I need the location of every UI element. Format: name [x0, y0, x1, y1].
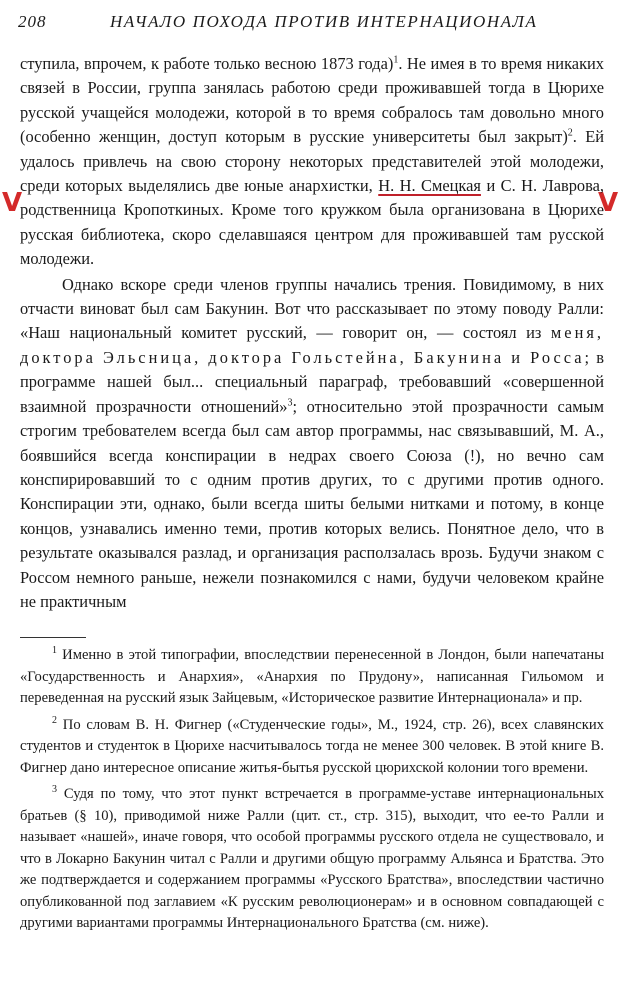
paragraph-2: [20, 273, 604, 615]
footnote-1: [20, 645, 604, 710]
running-title: НАЧАЛО ПОХОДА ПРОТИВ ИНТЕРНАЦИОНАЛА: [110, 12, 538, 31]
text-run: . Не имея в то время никаких связей в России, группа занялась работою среди проживавшей тогда в Цюрихе русской учащейся молодежи, которой в то время собралось там довольно много (особенно женщин, доступ которым в русские университеты был закрыт): [20, 54, 604, 147]
spaced-text: меня, доктора Эльсница, доктора Гольстейна, Бакунина и Росса;: [20, 323, 604, 367]
text-run: в программе нашей был... специальный параграф, требовавший «совершенной взаимной прозрачности отношений»: [20, 347, 604, 416]
footnote-text: По словам В. Н. Фигнер («Студенческие годы», М., 1924, стр. 26), всех славянских студентов и студенток в Цюрихе насчитывалось тогда не менее 300 человек. В этой книге В. Фигнер дано интересное описание житья-бытья русской цюрихской колонии того времени.: [20, 716, 604, 776]
footnote-2: [20, 715, 604, 780]
footnote-number: 3: [52, 784, 57, 796]
footnote-ref: 3: [287, 397, 293, 409]
footnote-3: [20, 784, 604, 935]
footnote-text: Именно в этой типографии, впоследствии перенесенной в Лондон, были напечатаны «Государственность и Анархия», «Анархия по Прудону», написанная Гильомом и переведенная на русский язык Зайцевым, «Историческое развитие Интернационала» и пр.: [20, 647, 604, 706]
right-margin-checkmark: V: [598, 188, 619, 218]
text-run: и С. Н. Лаврова, родственница Кропоткиных. Кроме того кружком была организована в Цюрихе русская библиотека, скоро сделавшаяся центром для проживавшей там русской молодежи.: [20, 176, 605, 269]
text-run: . Ей удалось привлечь на свою сторону некоторых представителей этой молодежи, среди которых выделялись две юные анархистки,: [20, 127, 604, 196]
page-number: 208: [18, 12, 47, 31]
footnote-number: 2: [52, 714, 57, 726]
text-run: Однако вскоре среди членов группы начались трения. Повидимому, в них отчасти виноват был сам Бакунин. Вот что рассказывает по этому поводу Ралли: «Наш национальный комитет русский, — говорит он, — состоял из: [20, 274, 604, 343]
paragraph-1: [20, 52, 604, 272]
left-margin-checkmark: V: [2, 188, 23, 218]
footnote-number: 1: [52, 645, 57, 657]
footnotes: [20, 645, 604, 940]
footnote-text: Судя по тому, что этот пункт встречается в программе-уставе интернациональных братьев (§ 10), приводимой ниже Ралли (цит. ст., стр. 315), выходит, что ее-то Ралли и называет «нашей», иначе говоря, что особой программы русского отдела не существовало, и что в Локарно Бакунин читал с Ралли и другими общую программу Альянса и Братства. Это же подтверждается и содержанием программы «Русского Братства», впоследствии частично опубликованной под заглавием «К русским революционерам» и в основном совпадающей с другими вариантами программы Интернационального Братства (см. ниже).: [20, 786, 604, 931]
underlined-name: Н. Н. Смецкая: [378, 176, 481, 196]
footnote-ref: 2: [567, 127, 573, 139]
footnote-rule: [20, 637, 86, 638]
page-header: [18, 12, 606, 38]
main-text: [20, 52, 604, 614]
text-run: ; относительно этой прозрачности самым строгим требователем всегда был сам автор программы, нас связывавший, М. А., боявшийся всегда конспирации в недрах своего Союза (!), но вечно сам конспирировавший то с одним против других, то с другими против одного. Конспирации эти, однако, были всегда шиты белыми нитками и потому, в конце концов, узнавались именно теми, против которых велись. Понятное дело, что в результате оказывался разлад, и организация расползалась врозь. Будучи знаком с Россом немного раньше, нежели познакомился с нами, будучи человеком крайне не практичным: [20, 396, 604, 611]
text-run: ступила, впрочем, к работе только весною 1873 года): [20, 54, 394, 73]
footnote-ref: 1: [393, 54, 399, 66]
